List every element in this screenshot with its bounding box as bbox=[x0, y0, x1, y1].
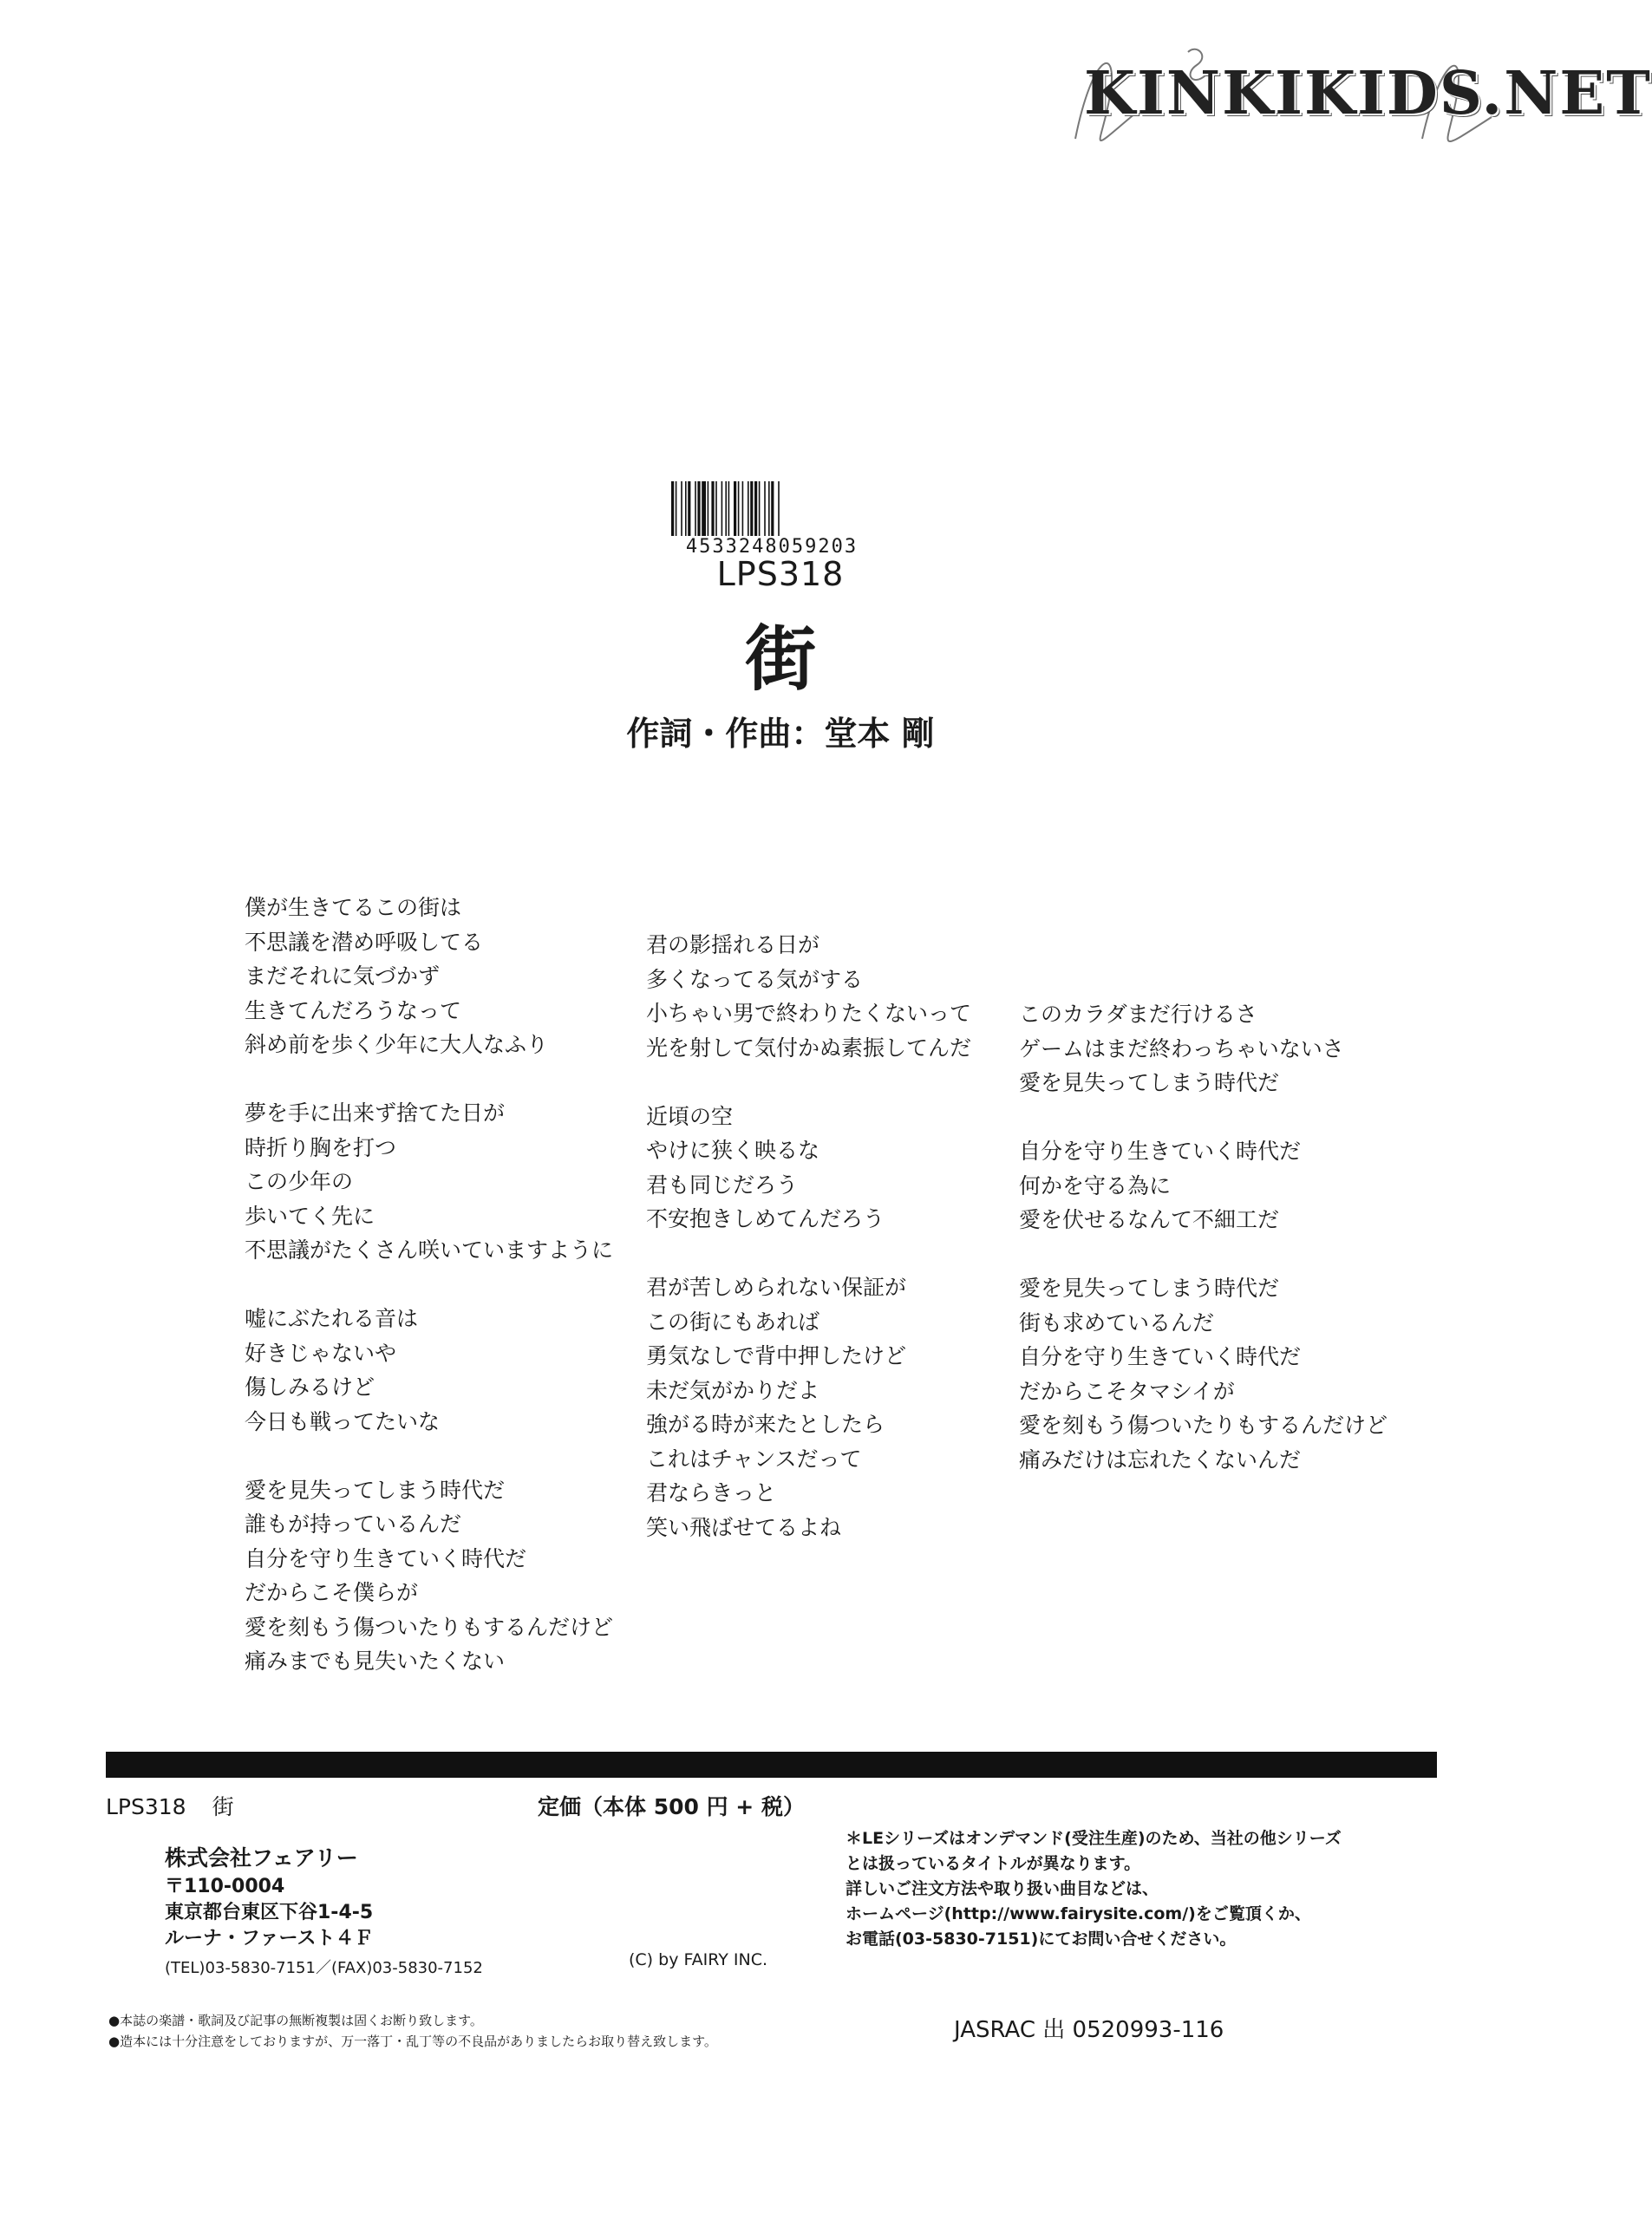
barcode-bar bbox=[695, 481, 696, 544]
barcode-bar bbox=[671, 481, 674, 544]
lyric-line: 愛を見失ってしまう時代だ bbox=[1019, 1070, 1280, 1095]
lyric-line: この街にもあれば bbox=[646, 1309, 820, 1335]
jasrac-number: JASRAC 出 0520993-116 bbox=[954, 2017, 1224, 2043]
publisher-postal: 〒110-0004 bbox=[165, 1876, 285, 1897]
lyric-line: 今日も戦ってたいな bbox=[245, 1408, 441, 1434]
lyric-line: 不思議がたくさん咲いていますように bbox=[245, 1237, 614, 1263]
publisher-info bbox=[165, 1843, 483, 1982]
footer-price: 定価（本体 500 円 + 税） bbox=[538, 1794, 805, 1819]
lyric-line: 未だ気がかりだよ bbox=[646, 1377, 820, 1403]
publisher-building: ルーナ・ファースト４Ｆ bbox=[165, 1928, 374, 1949]
barcode-digits: 4533248059203 bbox=[668, 536, 876, 558]
barcode-bar bbox=[734, 481, 736, 544]
lyric-line: 強がる時が来たとしたら bbox=[646, 1412, 885, 1437]
lyrics-stanza bbox=[646, 928, 971, 1065]
lyrics-stanza bbox=[646, 1100, 971, 1237]
lyric-line: だからこそ僕らが bbox=[245, 1580, 419, 1605]
notice-line: 詳しいご注文方法や取り扱い曲目などは、 bbox=[846, 1879, 1159, 1898]
copyright: (C) by FAIRY INC. bbox=[629, 1950, 768, 1969]
disclaimer-line: ●本誌の楽譜・歌詞及び記事の無断複製は固くお断り致します。 bbox=[108, 2013, 483, 2028]
footer-title: 街 bbox=[212, 1794, 234, 1819]
lyric-line: 不安抱きしめてんだろう bbox=[646, 1206, 885, 1231]
barcode-bar bbox=[759, 481, 761, 544]
lyric-line: 自分を守り生きていく時代だ bbox=[1019, 1139, 1302, 1164]
barcode-bar bbox=[715, 481, 717, 544]
logo-text: KINKIKIDS.NET bbox=[1084, 59, 1652, 128]
publisher-address: 東京都台東区下谷1-4-5 bbox=[165, 1902, 374, 1923]
notice-line: とは扱っているタイトルが異なります。 bbox=[846, 1854, 1141, 1873]
lyrics-stanza bbox=[1019, 1271, 1388, 1477]
barcode-bar bbox=[697, 481, 700, 544]
barcode-bar bbox=[771, 481, 774, 544]
footer-code: LPS318 bbox=[106, 1794, 186, 1819]
lyric-line: 好きじゃないや bbox=[245, 1340, 397, 1366]
lyric-line: このカラダまだ行けるさ bbox=[1019, 1002, 1257, 1027]
lyric-line: ゲームはまだ終わっちゃいないさ bbox=[1019, 1035, 1344, 1061]
lyric-line: 夢を手に出来ず捨てた日が bbox=[245, 1100, 506, 1126]
lyric-line: 自分を守り生きていく時代だ bbox=[245, 1545, 527, 1571]
lyric-line: 小ちゃい男で終わりたくないって bbox=[646, 1001, 972, 1026]
lyrics-stanza bbox=[245, 1302, 613, 1439]
barcode-bar bbox=[768, 481, 770, 544]
lyrics-stanza bbox=[245, 1096, 613, 1268]
footer-rule bbox=[106, 1752, 1437, 1778]
catalog-code: LPS318 bbox=[716, 555, 845, 593]
barcode-bar bbox=[725, 481, 727, 544]
lyric-line: やけに狭く映るな bbox=[646, 1138, 820, 1163]
lyric-line: だからこそタマシイが bbox=[1019, 1378, 1235, 1404]
lyric-line: 君ならきっと bbox=[646, 1480, 777, 1505]
lyric-line: 愛を刻もう傷ついたりもするんだけど bbox=[1019, 1413, 1388, 1438]
lyrics-column-2 bbox=[646, 928, 971, 1579]
lyrics-stanza bbox=[646, 1270, 971, 1544]
series-notice bbox=[846, 1826, 1342, 1952]
barcode-bar bbox=[748, 481, 749, 544]
notice-line: ホームページ(http://www.fairysite.com/)をご覧頂くか、 bbox=[846, 1904, 1311, 1923]
lyric-line: 痛みだけは忘れたくないんだ bbox=[1019, 1446, 1302, 1472]
barcode-bar bbox=[722, 481, 723, 544]
barcode-bar bbox=[681, 481, 682, 544]
lyric-line: 何かを守る為に bbox=[1019, 1172, 1172, 1198]
lyric-line: 痛みまでも見失いたくない bbox=[245, 1649, 506, 1674]
disclaimer bbox=[108, 2010, 717, 2052]
lyric-line: 不思議を潜め呼吸してる bbox=[245, 929, 484, 955]
lyric-line: 愛を刻もう傷ついたりもするんだけど bbox=[245, 1614, 614, 1640]
lyric-line: 光を射して気付かぬ素振してんだ bbox=[646, 1035, 972, 1061]
barcode-bar bbox=[728, 481, 730, 544]
barcode-bar bbox=[778, 481, 780, 544]
barcode-bar bbox=[754, 481, 757, 544]
site-logo bbox=[1041, 35, 1652, 156]
barcode-bar bbox=[711, 481, 714, 544]
lyrics-stanza bbox=[1019, 997, 1388, 1100]
barcode-bar bbox=[750, 481, 753, 544]
barcode-bar bbox=[764, 481, 766, 544]
lyrics-column-1 bbox=[245, 891, 613, 1713]
lyric-line: 君が苦しめられない保証が bbox=[646, 1275, 907, 1300]
barcode-bar bbox=[702, 481, 706, 544]
notice-line: お電話(03-5830-7151)にてお問い合せください。 bbox=[846, 1929, 1237, 1949]
lyric-line: 街も求めているんだ bbox=[1019, 1309, 1215, 1335]
songwriter-credit: 作詞・作曲：堂本 剛 bbox=[626, 715, 935, 753]
footer-code-title bbox=[106, 1790, 234, 1821]
lyric-line: この少年の bbox=[245, 1169, 354, 1194]
song-title: 街 bbox=[744, 618, 816, 701]
lyric-line: 斜め前を歩く少年に大人なふり bbox=[245, 1032, 549, 1057]
lyrics-column-3 bbox=[1019, 997, 1388, 1512]
lyric-line: 誰もが持っているんだ bbox=[245, 1512, 462, 1537]
lyric-line: 嘘にぶたれる音は bbox=[245, 1306, 419, 1331]
lyric-line: 君の影揺れる日が bbox=[646, 932, 820, 957]
lyric-line: 自分を守り生きていく時代だ bbox=[1019, 1344, 1302, 1369]
barcode-bar bbox=[676, 481, 677, 544]
lyric-line: これはチャンスだって bbox=[646, 1446, 862, 1472]
notice-line: ＊LEシリーズはオンデマンド(受注生産)のため、当社の他シリーズ bbox=[846, 1829, 1342, 1848]
publisher-tel-fax: (TEL)03-5830-7151／(FAX)03-5830-7152 bbox=[165, 1959, 483, 1977]
lyrics-stanza bbox=[245, 891, 613, 1062]
barcode-bar bbox=[738, 481, 740, 544]
lyric-line: 笑い飛ばせてるよね bbox=[646, 1514, 842, 1540]
barcode-bar bbox=[708, 481, 709, 544]
lyrics-stanza bbox=[1019, 1134, 1388, 1237]
lyric-line: 君も同じだろう bbox=[646, 1172, 799, 1198]
lyric-line: まだそれに気づかず bbox=[245, 963, 441, 989]
lyric-line: 愛を伏せるなんて不細工だ bbox=[1019, 1207, 1280, 1232]
barcode-bar bbox=[688, 481, 690, 544]
lyric-line: 時折り胸を打つ bbox=[245, 1134, 397, 1160]
lyric-line: 生きてんだろうなって bbox=[245, 997, 462, 1023]
lyric-line: 僕が生きてるこの街は bbox=[245, 895, 462, 920]
lyrics-stanza bbox=[245, 1473, 613, 1679]
lyric-line: 愛を見失ってしまう時代だ bbox=[245, 1477, 506, 1503]
lyric-line: 多くなってる気がする bbox=[646, 966, 864, 992]
barcode-bar bbox=[685, 481, 687, 544]
lyric-line: 勇気なしで背中押したけど bbox=[646, 1343, 907, 1368]
publisher-name: 株式会社フェアリー bbox=[165, 1845, 358, 1871]
barcode-bar bbox=[742, 481, 744, 544]
lyric-line: 近頃の空 bbox=[646, 1103, 734, 1129]
lyric-line: 愛を見失ってしまう時代だ bbox=[1019, 1276, 1280, 1301]
lyric-line: 歩いてく先に bbox=[245, 1203, 375, 1229]
disclaimer-line: ●造本には十分注意をしておりますが、万一落丁・乱丁等の不良品がありましたらお取り替え致します。 bbox=[108, 2034, 717, 2049]
lyric-line: 傷しみるけど bbox=[245, 1374, 375, 1400]
